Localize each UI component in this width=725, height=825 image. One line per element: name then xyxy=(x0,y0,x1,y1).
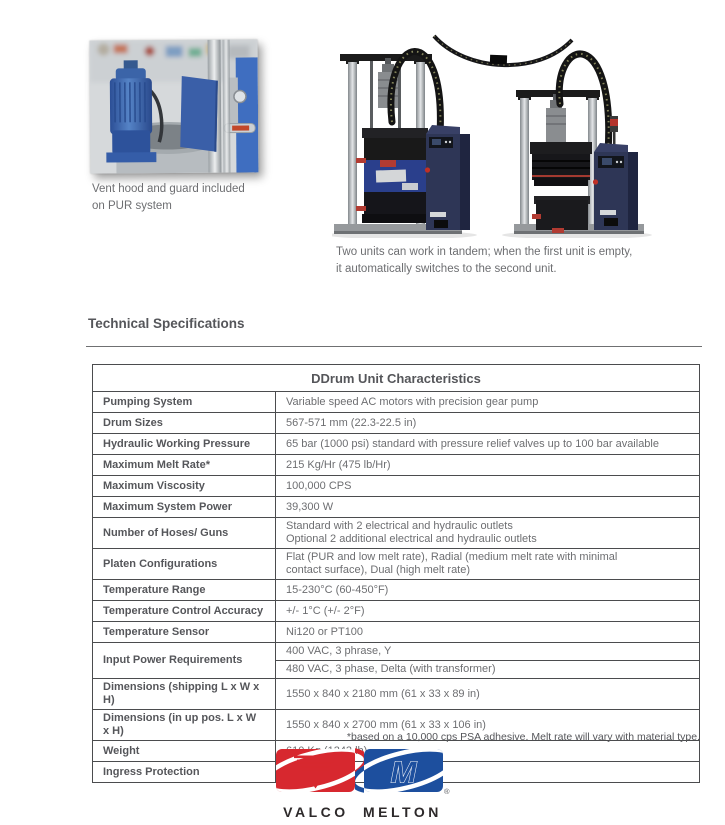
spec-table xyxy=(92,364,700,783)
spec-value: Variable speed AC motors with precision gear pump xyxy=(276,392,700,413)
spec-row xyxy=(93,413,700,434)
spec-label: Platen Configurations xyxy=(93,549,276,580)
spec-row xyxy=(93,622,700,643)
registered-trademark: ® xyxy=(443,787,450,796)
tandem-caption xyxy=(336,244,725,278)
caption-line: on PUR system xyxy=(92,200,172,212)
spec-row xyxy=(93,643,700,661)
caption-line: it automatically switches to the second unit. xyxy=(336,263,557,275)
spec-row xyxy=(93,497,700,518)
spec-value: 400 VAC, 3 phrase, Y xyxy=(276,643,700,661)
vent-hood-guard-panel xyxy=(180,76,219,152)
tandem-units-illustration xyxy=(332,10,712,238)
spec-label: Temperature Sensor xyxy=(93,622,276,643)
spec-label: Pumping System xyxy=(93,392,276,413)
spec-value: lb) xyxy=(276,741,700,762)
spec-label: Temperature Control Accuracy xyxy=(93,601,276,622)
cable-chain-right xyxy=(559,54,608,152)
spec-value: 480 VAC, 3 phase, Delta (with transformer) xyxy=(276,661,700,679)
spec-label: Hydraulic Working Pressure xyxy=(93,434,276,455)
spec-table-container xyxy=(92,364,700,783)
spec-value: 215 Kg/Hr (475 lb/Hr) xyxy=(276,455,700,476)
spec-value: 567-571 mm (22.3-22.5 in) xyxy=(276,413,700,434)
vent-hood-caption xyxy=(92,181,282,215)
spec-footnote: *based on a 10,000 cps PSA adhesive. Melt rate will vary with material type. xyxy=(346,731,700,743)
vent-hood-illustration xyxy=(90,39,259,173)
spec-row xyxy=(93,434,700,455)
spec-value: 1550 x 840 x 2700 mm (61 x 33 x 106 in) xyxy=(276,710,700,741)
spec-row xyxy=(93,601,700,622)
spec-value: Standard with 2 electrical and hydraulic outlets Optional 2 additional electrical and hydraulic outlets xyxy=(276,518,700,549)
spec-value: 39,300 W xyxy=(276,497,700,518)
section-divider xyxy=(86,346,702,347)
spec-row xyxy=(93,392,700,413)
spec-label: Temperature Range xyxy=(93,580,276,601)
spec-label: Maximum Melt Rate* xyxy=(93,455,276,476)
spec-row xyxy=(93,518,700,549)
tandem-unit-left xyxy=(334,51,470,234)
spec-label: Dimensions (in up pos. L x W x H) xyxy=(93,710,276,741)
spec-label: Maximum System Power xyxy=(93,497,276,518)
spec-value: 15-230°C (60-450°F) xyxy=(276,580,700,601)
spec-label: Input Power Requirements xyxy=(93,643,276,679)
spec-value: 65 bar (1000 psi) standard with pressure relief valves up to 100 bar available xyxy=(276,434,700,455)
spec-label: Maximum Viscosity xyxy=(93,476,276,497)
section-heading: Technical Specifications xyxy=(88,316,245,331)
spec-table-title: DDrum Unit Characteristics xyxy=(93,365,700,392)
spec-value: Ni120 or PT100 xyxy=(276,622,700,643)
spec-row xyxy=(93,549,700,580)
spec-label: Ingress Protection xyxy=(93,762,276,783)
spec-row xyxy=(93,455,700,476)
valco-melton-logo xyxy=(275,747,451,820)
spec-row xyxy=(93,476,700,497)
spec-value: 1550 x 840 x 2180 mm (61 x 33 x 89 in) xyxy=(276,679,700,710)
spec-table-body xyxy=(93,392,700,783)
logo-m-glyph: M xyxy=(390,754,416,790)
spec-value: 100,000 CPS xyxy=(276,476,700,497)
spec-header-row xyxy=(93,365,700,392)
spec-label: Dimensions (shipping L x W x H) xyxy=(93,679,276,710)
caption-line: Two units can work in tandem; when the first unit is empty, xyxy=(336,246,633,258)
spec-label: Number of Hoses/ Guns xyxy=(93,518,276,549)
vent-hood-photo xyxy=(90,39,259,173)
spec-row xyxy=(93,679,700,710)
valco-melton-mark xyxy=(275,747,451,797)
spec-label: Drum Sizes xyxy=(93,413,276,434)
spec-value: Flat (PUR and low melt rate), Radial (medium melt rate with minimal contact surface), Dual (high melt rate) xyxy=(276,549,700,580)
spec-value: +/- 1°C (+/- 2°F) xyxy=(276,601,700,622)
spec-row xyxy=(93,580,700,601)
spec-label: Weight xyxy=(93,741,276,762)
caption-line: Vent hood and guard included xyxy=(92,183,245,195)
tandem-unit-right xyxy=(514,54,644,234)
tandem-units-photo xyxy=(332,10,712,238)
logo-wordmark: VALCO MELTON xyxy=(283,804,442,820)
